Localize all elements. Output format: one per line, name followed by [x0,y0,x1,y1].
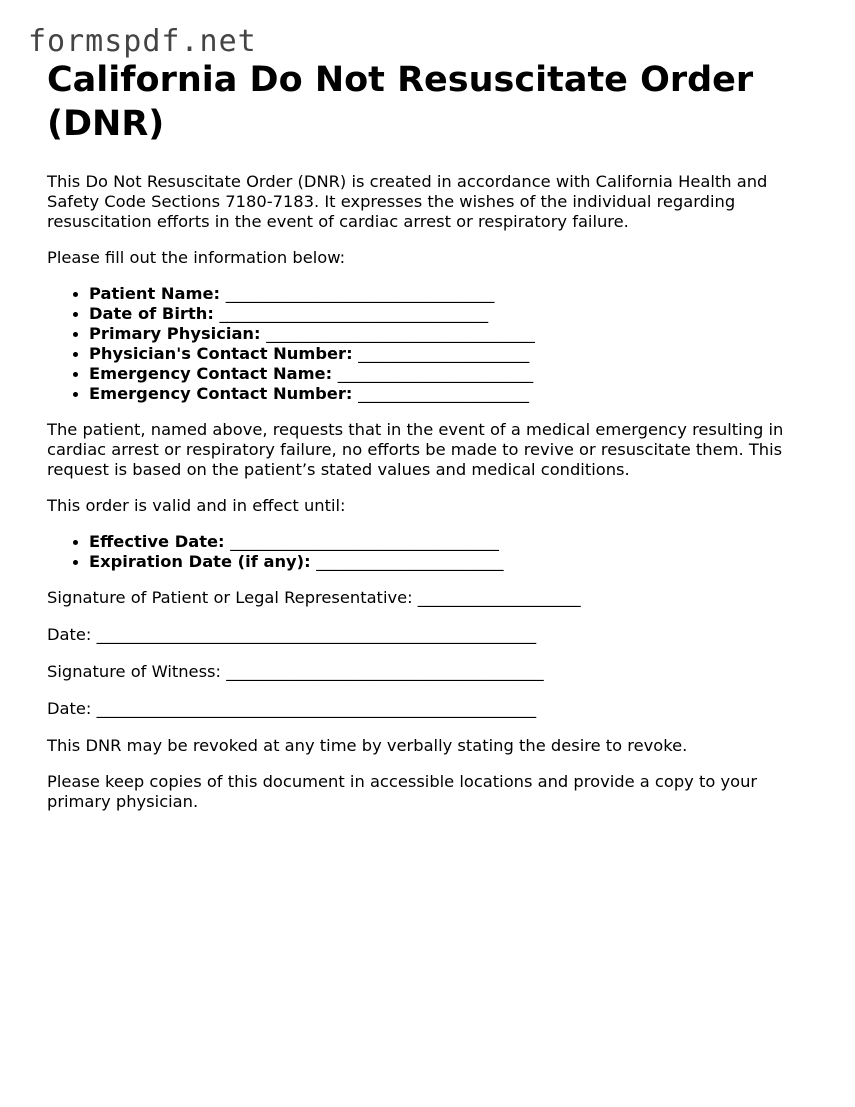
field-label: Emergency Contact Number: [89,384,353,403]
field-expiration-date[interactable] [89,552,817,572]
copies-paragraph: Please keep copies of this document in accessible locations and provide a copy to your primary physician. [47,772,758,811]
field-label: Effective Date: [89,532,225,551]
field-label: Emergency Contact Name: [89,364,333,383]
date-fields-list [47,532,817,572]
signature-witness-line[interactable]: Signature of Witness: _______________________________________ [47,662,544,681]
field-label: Expiration Date (if any): [89,552,311,571]
request-paragraph: The patient, named above, requests that in the event of a medical emergency resulting in cardiac arrest or respiratory failure, no efforts be made to revive or resuscitate them. This request is based on the patient’s stated values and medical conditions. [47,420,784,479]
field-label: Physician's Contact Number: [89,344,353,363]
field-label: Patient Name: [89,284,221,303]
field-blank[interactable]: _________________________________ [230,532,499,551]
signature-patient-line[interactable]: Signature of Patient or Legal Representative: ____________________ [47,588,581,607]
field-label: Date of Birth: [89,304,214,323]
field-blank[interactable]: _________________________________ [219,304,489,323]
field-blank[interactable]: _________________________________ [225,284,495,303]
field-emergency-contact-number[interactable] [89,384,817,404]
field-emergency-contact-name[interactable] [89,364,817,384]
field-blank[interactable]: _______________________ [316,552,504,571]
field-blank[interactable]: _________________________________ [266,324,535,343]
patient-fields-list [47,284,817,404]
intro-paragraph: This Do Not Resuscitate Order (DNR) is created in accordance with California Health and Safety Code Sections 7180-7183. It expresses the wishes of the individual regarding resuscitation efforts in the event of cardiac arrest or respiratory failure. [47,172,768,231]
field-blank[interactable]: ________________________ [337,364,534,383]
watermark: formspdf.net [28,24,257,59]
field-primary-physician[interactable] [89,324,817,344]
validity-prompt: This order is valid and in effect until: [47,496,346,515]
date-line-2[interactable]: Date: ______________________________________________________ [47,699,537,718]
document-title: California Do Not Resuscitate Order (DNR) [47,60,754,144]
field-label: Primary Physician: [89,324,261,343]
field-physician-contact-number[interactable] [89,344,817,364]
field-blank[interactable]: _____________________ [358,344,530,363]
field-patient-name[interactable] [89,284,817,304]
field-date-of-birth[interactable] [89,304,817,324]
revoke-paragraph: This DNR may be revoked at any time by verbally stating the desire to revoke. [47,736,688,755]
document-body [47,58,817,828]
date-line-1[interactable]: Date: ______________________________________________________ [47,625,537,644]
field-blank[interactable]: _____________________ [358,384,530,403]
fill-prompt: Please fill out the information below: [47,248,346,267]
field-effective-date[interactable] [89,532,817,552]
